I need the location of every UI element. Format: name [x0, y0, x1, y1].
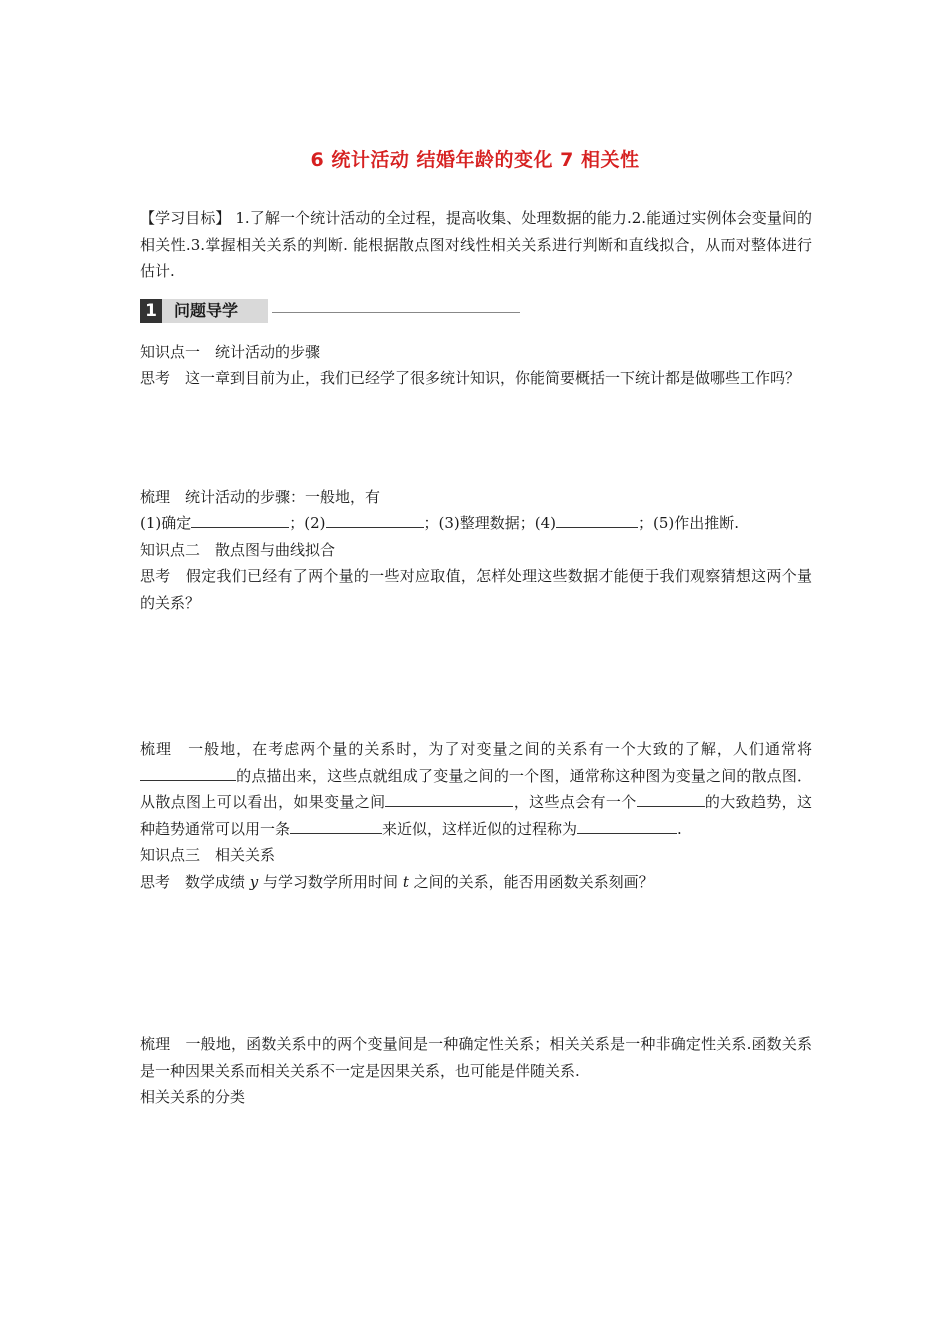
fill-blank[interactable] — [191, 511, 289, 528]
summary-text: 来近似，这样近似的过程称为 — [382, 819, 578, 838]
knowledge-point-1-summary: 梳理 统计活动的步骤：一般地，有 — [140, 487, 381, 506]
think-text: 与学习数学所用时间 — [258, 872, 403, 891]
document-body — [140, 205, 812, 1111]
think-text: 之间的关系，能否用函数关系刻画？ — [408, 872, 654, 891]
summary-text: 梳理 一般地，在考虑两个量的关系时，为了对变量之间的关系有一个大致的了解，人们通常将 — [140, 740, 812, 758]
learning-goals-label: 【学习目标】 — [140, 209, 231, 227]
knowledge-point-1-heading: 知识点一 统计活动的步骤 — [140, 342, 321, 361]
learning-goals — [140, 205, 812, 285]
statistics-steps — [140, 510, 812, 537]
summary-text: . — [677, 819, 682, 838]
answer-space — [140, 616, 812, 736]
step-1-label: (1)确定 — [140, 514, 192, 532]
fill-blank[interactable] — [611, 817, 677, 834]
knowledge-point-1-think: 思考 这一章到目前为止，我们已经学了很多统计知识，你能简要概括一下统计都是做哪些工作吗？ — [140, 369, 801, 387]
knowledge-point-3-think — [140, 869, 812, 896]
fill-blank[interactable] — [290, 817, 382, 834]
section-divider — [272, 312, 520, 313]
page-title: 6 统计活动 结婚年龄的变化 7 相关性 — [310, 149, 640, 171]
answer-space — [140, 895, 812, 1031]
knowledge-point-3-heading: 知识点三 相关关系 — [140, 846, 276, 864]
variable-y: y — [249, 872, 259, 891]
summary-text: 的大致趋势，这种趋势通常可以用一条 — [140, 793, 812, 838]
correlation-classification-heading: 相关关系的分类 — [140, 1088, 246, 1106]
fill-blank[interactable] — [637, 790, 671, 807]
fill-blank[interactable] — [556, 511, 638, 528]
fill-blank[interactable] — [385, 790, 513, 807]
fill-blank[interactable] — [577, 817, 611, 834]
summary-text: 的点描出来，这些点就组成了变量之间的一个图，通常称这种图为变量之间的散点图．从散点图上可以看出，如果变量之间 — [140, 766, 812, 811]
fill-blank[interactable] — [326, 511, 424, 528]
section-number-badge: 1 — [140, 299, 162, 323]
knowledge-point-2-think: 思考 假定我们已经有了两个量的一些对应取值，怎样处理这些数据才能便于我们观察猜想这两个量的关系？ — [140, 567, 812, 612]
section-header — [140, 297, 812, 325]
summary-text: ，这些点会有一个 — [513, 793, 637, 811]
variable-t: t — [402, 872, 409, 891]
step-5-label: ；(5)作出推断. — [638, 514, 740, 532]
knowledge-point-2-heading: 知识点二 散点图与曲线拟合 — [140, 540, 336, 559]
answer-space — [140, 392, 812, 484]
knowledge-point-2-summary — [140, 736, 812, 842]
knowledge-point-3-summary: 梳理 一般地，函数关系中的两个变量间是一种确定性关系；相关关系是一种非确定性关系.函数关系是一种因果关系而相关关系不一定是因果关系，也可能是伴随关系. — [140, 1035, 812, 1080]
learning-goals-text: 1.了解一个统计活动的全过程，提高收集、处理数据的能力.2.能通过实例体会变量间的相关性.3.掌握相关关系的判断. 能根据散点图对线性相关关系进行判断和直线拟合，从而对整体进行估计. — [140, 209, 812, 280]
fill-blank[interactable] — [671, 790, 705, 807]
step-3-label: ；(3)整理数据；(4) — [423, 514, 556, 532]
step-2-label: ；(2) — [289, 514, 326, 532]
section-title: 问题导学 — [174, 300, 239, 320]
think-text: 思考 数学成绩 — [140, 872, 250, 891]
fill-blank[interactable] — [140, 764, 236, 781]
